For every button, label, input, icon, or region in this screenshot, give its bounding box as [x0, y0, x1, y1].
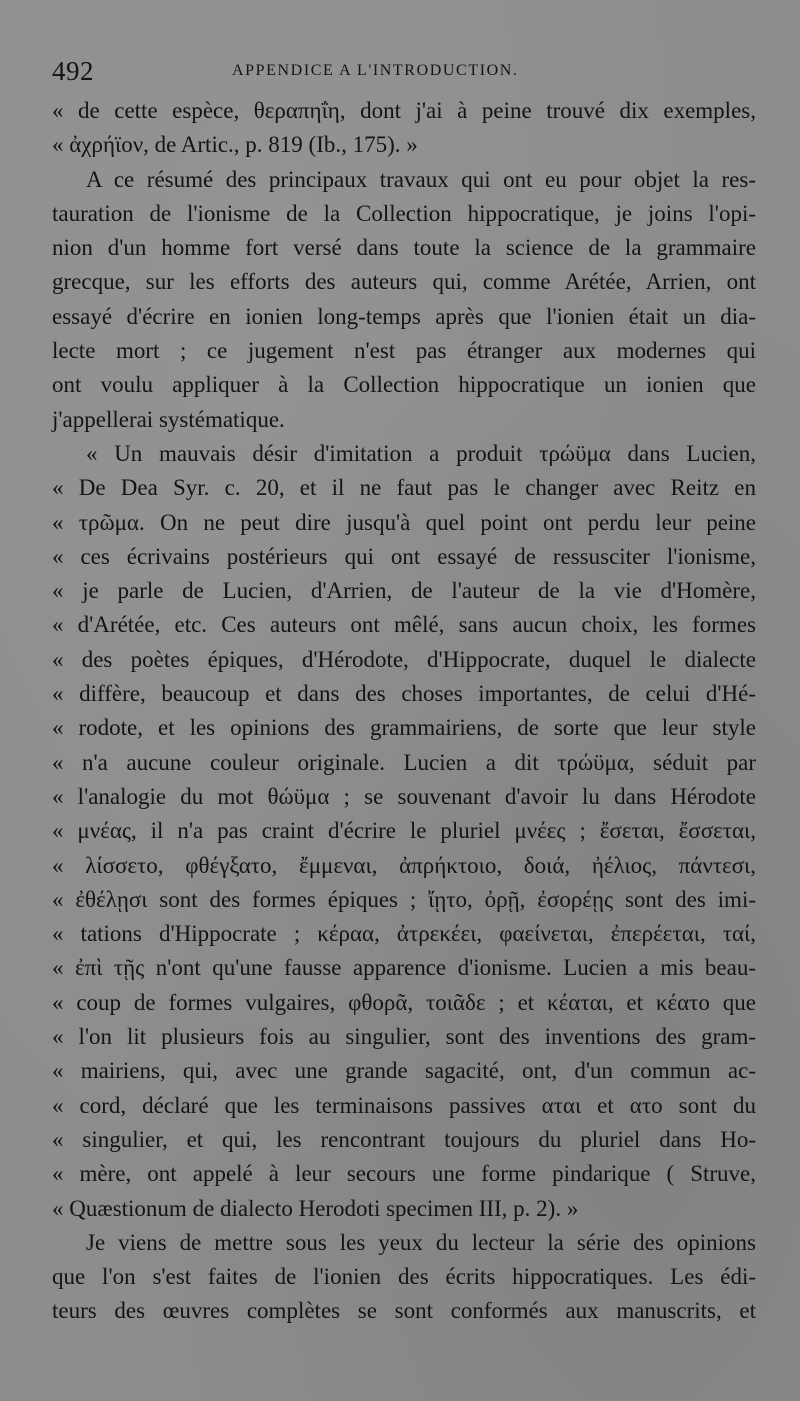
text-line: que l'on s'est faites de l'ionien des écrits hippocratiques. Les édi- — [52, 1264, 756, 1290]
text-line: j'appellerai systématique. — [52, 406, 285, 432]
text-line: « τρῶμα. On ne peut dire jusqu'à quel point ont perdu leur peine — [52, 509, 756, 535]
text-line: « coup de formes vulgaires, φθορᾶ, τοιᾶδε ; et κέαται, et κέατο que — [52, 989, 756, 1015]
running-head: APPENDICE A L'INTRODUCTION. — [232, 62, 519, 79]
text-line: « mairiens, qui, avec une grande sagacité, ont, d'un commun ac- — [52, 1058, 756, 1084]
text-line: « λίσσετο, φθέγξατο, ἔμμεναι, ἀπρήκτοιο, δοιά, ἠέλιος, πάντεσι, — [52, 852, 756, 878]
text-line: « tations d'Hippocrate ; κέραα, ἀτρεκέει, φαείνεται, ἐπερέεται, ταί, — [52, 921, 756, 947]
text-line: « n'a aucune couleur originale. Lucien a dit τρώϋμα, séduit par — [52, 749, 756, 775]
page-header — [52, 54, 756, 94]
text-line: « ἐθέλῃσι sont des formes épiques ; ἴῃτο, ὀρῇ, ἐσορέῃς sont des imi- — [52, 886, 756, 912]
text-line: « Quæstionum de dialecto Herodoti specimen III, p. 2). » — [52, 1195, 579, 1221]
text-line: tauration de l'ionisme de la Collection hippocratique, je joins l'opi- — [52, 200, 756, 226]
text-line: ont voulu appliquer à la Collection hippocratique un ionien que — [52, 372, 756, 398]
body-text — [52, 94, 756, 1329]
text-line: « De Dea Syr. c. 20, et il ne faut pas le changer avec Reitz en — [52, 475, 756, 501]
text-line: « d'Arétée, etc. Ces auteurs ont mêlé, sans aucun choix, les formes — [52, 612, 756, 638]
text-line: « l'on lit plusieurs fois au singulier, sont des inventions des gram- — [52, 1024, 756, 1050]
text-line: Je viens de mettre sous les yeux du lecteur la série des opinions — [86, 1229, 756, 1255]
text-line: « ces écrivains postérieurs qui ont essayé de ressusciter l'ionisme, — [52, 543, 756, 569]
text-line: teurs des œuvres complètes se sont conformés aux manuscrits, et — [52, 1298, 756, 1324]
text-line: « l'analogie du mot θώϋμα ; se souvenant d'avoir lu dans Hérodote — [52, 783, 756, 809]
text-line: A ce résumé des principaux travaux qui ont eu pour objet la res- — [86, 166, 756, 192]
text-line: « diffère, beaucoup et dans des choses importantes, de celui d'Hé- — [52, 681, 756, 707]
text-line: « singulier, et qui, les rencontrant toujours du pluriel dans Ho- — [52, 1126, 756, 1152]
text-line: lecte mort ; ce jugement n'est pas étranger aux modernes qui — [52, 338, 756, 364]
text-line: « cord, déclaré que les terminaisons passives αται et ατο sont du — [52, 1092, 756, 1118]
text-line: nion d'un homme fort versé dans toute la science de la grammaire — [52, 235, 756, 261]
text-line: essayé d'écrire en ionien long-temps après que l'ionien était un dia- — [52, 303, 756, 329]
text-line: « μνέας, il n'a pas craint d'écrire le pluriel μνέες ; ἔσεται, ἔσσεται, — [52, 818, 756, 844]
text-line: « Un mauvais désir d'imitation a produit τρώϋμα dans Lucien, — [86, 440, 756, 466]
text-line: « ἀχρήϊον, de Artic., p. 819 (Ib., 175). » — [52, 132, 418, 158]
text-line: « ἐπὶ τῇς n'ont qu'une fausse apparence d'ionisme. Lucien a mis beau- — [52, 955, 756, 981]
text-line: « je parle de Lucien, d'Arrien, de l'auteur de la vie d'Homère, — [52, 578, 756, 604]
text-line: « des poètes épiques, d'Hérodote, d'Hippocrate, duquel le dialecte — [52, 646, 756, 672]
text-line: grecque, sur les efforts des auteurs qui, comme Arétée, Arrien, ont — [52, 269, 756, 295]
text-line: « de cette espèce, θεραπηΐη, dont j'ai à peine trouvé dix exemples, — [52, 98, 756, 123]
page-number: 492 — [52, 56, 94, 86]
text-line: « mère, ont appelé à leur secours une forme pindarique ( Struve, — [52, 1161, 756, 1187]
text-line: « rodote, et les opinions des grammairiens, de sorte que leur style — [52, 715, 756, 741]
